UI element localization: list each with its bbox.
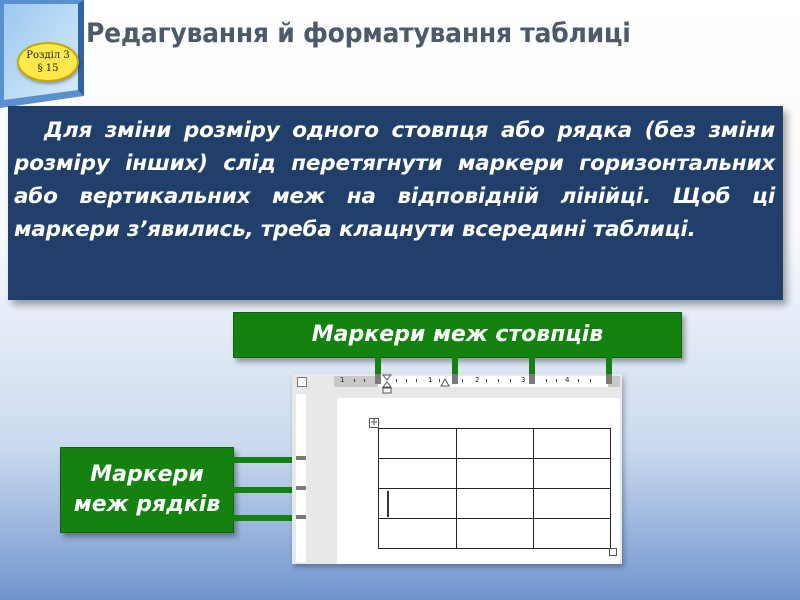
text-cursor bbox=[387, 491, 389, 517]
table-cell[interactable] bbox=[379, 489, 457, 519]
ruler-number: 1 bbox=[340, 376, 345, 384]
right-indent-marker-icon[interactable] bbox=[440, 378, 450, 388]
badge-section: Розділ 3 bbox=[26, 50, 70, 61]
row-markers-label bbox=[60, 447, 234, 533]
table-cell[interactable] bbox=[457, 519, 534, 549]
table-cell[interactable] bbox=[457, 459, 534, 489]
table-row bbox=[379, 489, 611, 519]
page-title: Редагування й форматування таблиці bbox=[86, 18, 631, 49]
ruler-number: 2 bbox=[475, 376, 480, 384]
table-row bbox=[379, 429, 611, 459]
column-marker[interactable] bbox=[375, 374, 381, 384]
table-cell[interactable] bbox=[379, 459, 457, 489]
table-cell[interactable] bbox=[534, 459, 611, 489]
column-markers-label: Маркери меж стовпців bbox=[233, 312, 682, 358]
table-move-handle-icon[interactable]: ✛ bbox=[370, 418, 378, 427]
column-marker[interactable] bbox=[452, 374, 458, 384]
panel-text: Для зміни розміру одного стовпця або рядка (без зміни розміру інших) слід перетягнути маркери горизонтальних або вертикальних меж на відповідній лінійці. Щоб ці маркери з’явились, треба клацнути всередині таблиці. bbox=[14, 118, 775, 242]
table-row bbox=[379, 519, 611, 549]
table-cell[interactable] bbox=[534, 489, 611, 519]
row-markers-label-line2: меж рядків bbox=[73, 492, 221, 517]
tab-selector[interactable] bbox=[297, 377, 307, 387]
text-panel bbox=[8, 106, 783, 300]
table-row bbox=[379, 459, 611, 489]
row-marker[interactable] bbox=[296, 456, 306, 460]
column-marker[interactable] bbox=[529, 374, 535, 384]
table-cell[interactable] bbox=[457, 429, 534, 459]
table-resize-handle-icon[interactable] bbox=[609, 548, 617, 556]
section-badge bbox=[17, 42, 79, 82]
table-cell[interactable] bbox=[534, 519, 611, 549]
badge-paragraph: § 15 bbox=[37, 63, 59, 74]
table-cell[interactable] bbox=[457, 489, 534, 519]
document-table[interactable] bbox=[378, 428, 611, 549]
ruler-number: 3 bbox=[521, 376, 526, 384]
column-marker[interactable] bbox=[606, 374, 612, 384]
row-marker[interactable] bbox=[296, 486, 306, 490]
row-marker[interactable] bbox=[296, 515, 306, 519]
vertical-ruler[interactable] bbox=[296, 394, 306, 562]
ruler-number: 4 bbox=[565, 376, 570, 384]
table-cell[interactable] bbox=[534, 429, 611, 459]
table-cell[interactable] bbox=[379, 429, 457, 459]
indent-marker-icon[interactable] bbox=[382, 374, 392, 394]
table-cell[interactable] bbox=[379, 519, 457, 549]
ruler-number: 1 bbox=[428, 376, 433, 384]
row-markers-label-line1: Маркери bbox=[90, 462, 204, 487]
